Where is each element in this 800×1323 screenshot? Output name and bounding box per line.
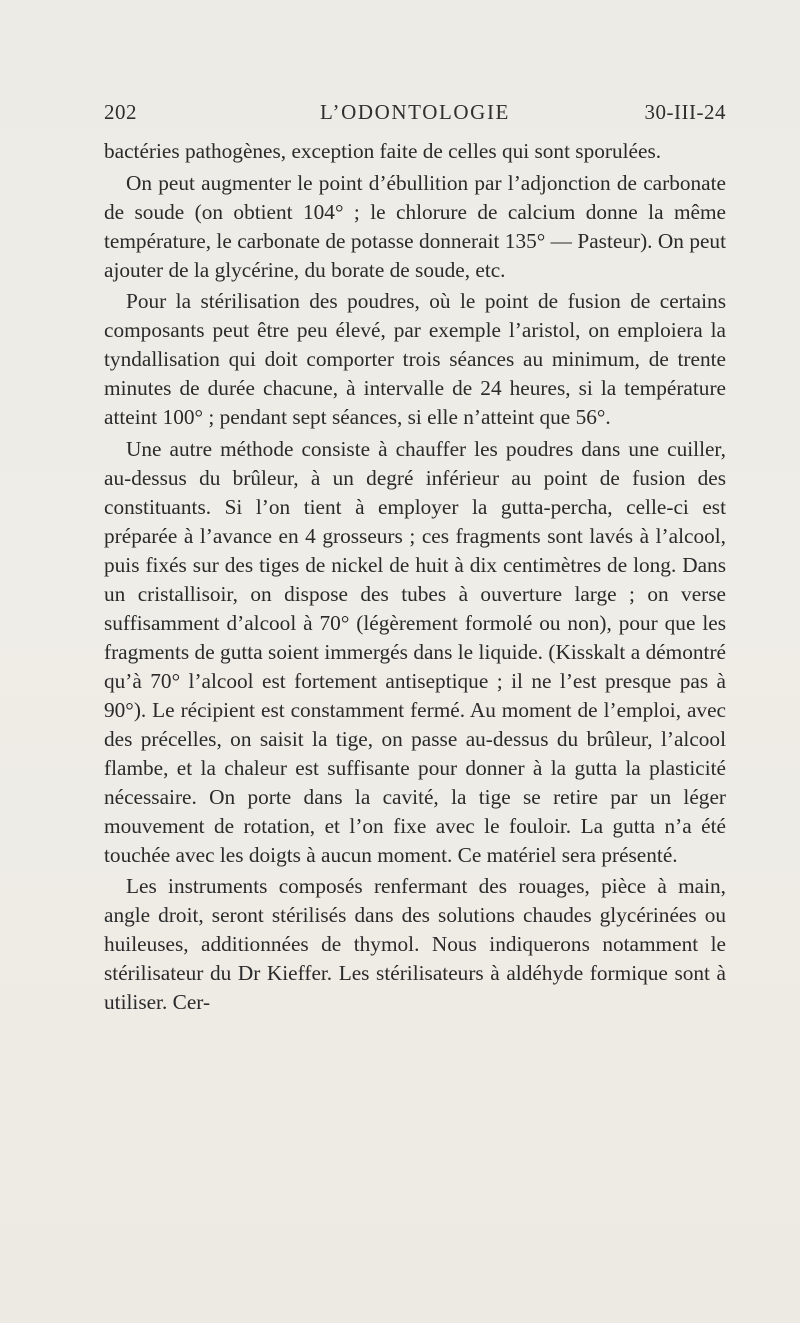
running-header bbox=[104, 99, 726, 125]
paragraph-powder-sterilization: Pour la stérilisation des poudres, où le point de fusion de certains composants peut être peu élevé, par exemple l’aristol, on emploiera la tyndallisation qui doit comporter trois séances au minimum, de trente minutes de durée chacune, à intervalle de 24 heures, si la température atteint 100° ; pendant sept séances, si elle n’atteint que 56°. bbox=[104, 289, 726, 429]
running-title: L’ODONTOLOGIE bbox=[320, 100, 510, 124]
paragraph-boiling-point: On peut augmenter le point d’ébullition par l’adjonction de carbonate de soude (on obtient 104° ; le chlorure de calcium donne la même température, le carbonate de potasse donnerait 135° — Pasteur). On peut ajouter de la glycérine, du borate de soude, etc. bbox=[104, 170, 726, 282]
body-text bbox=[104, 137, 726, 1017]
paragraph-continuation: bactéries pathogènes, exception faite de celles qui sont sporulées. bbox=[104, 139, 662, 163]
paragraph-instruments: Les instruments composés renfermant des rouages, pièce à main, angle droit, seront stérilisés dans des solutions chaudes glycérinées ou huileuses, additionnées de thymol. Nous indiquerons notamment le stérilisateur du Dr Kieffer. Les stérilisateurs à aldéhyde formique sont à utiliser. Cer- bbox=[104, 874, 726, 1014]
issue-date: 30-III-24 bbox=[644, 100, 726, 124]
paragraph-gutta-percha-method: Une autre méthode consiste à chauffer les poudres dans une cuiller, au-dessus du brûleur, à un degré inférieur au point de fusion des constituants. Si l’on tient à employer la gutta-percha, celle-ci est préparée à l’avance en 4 grosseurs ; ces fragments sont lavés à l’alcool, puis fixés sur des tiges de nickel de huit à dix centimètres de long. Dans un cristallisoir, on dispose des tubes à ouverture large ; on verse suffisamment d’alcool à 70° (légèrement formolé ou non), pour que les fragments de gutta soient immergés dans le liquide. (Kisskalt a démontré qu’à 70° l’alcool est fortement antiseptique ; il ne l’est presque pas à 90°). Le récipient est constamment fermé. Au moment de l’emploi, avec des précelles, on saisit la tige, on passe au-dessus du brûleur, l’alcool flambe, et la chaleur est suffisante pour donner à la gutta la plasticité nécessaire. On porte dans la cavité, la tige se retire par un léger mouvement de rotation, et l’on fixe avec le fouloir. La gutta n’a été touchée avec les doigts à aucun moment. Ce matériel sera présenté. bbox=[104, 436, 726, 867]
page-number: 202 bbox=[104, 100, 137, 124]
